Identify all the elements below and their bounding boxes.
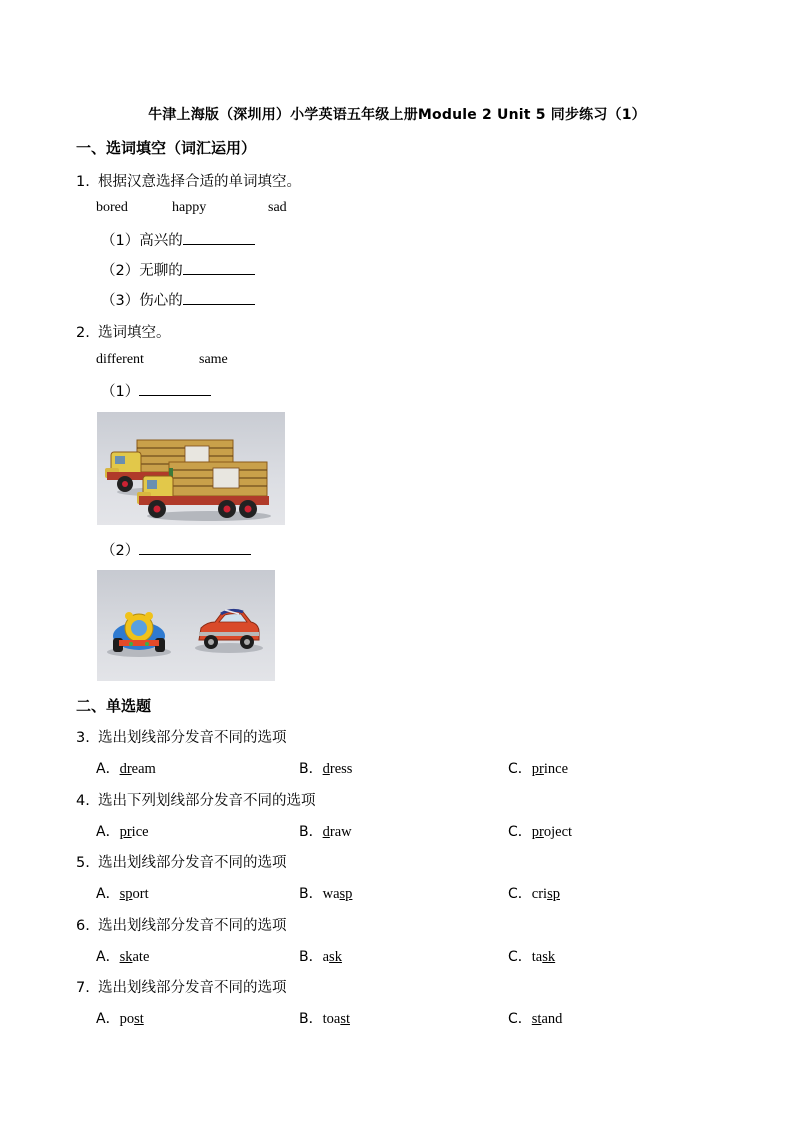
underlined-letters: pr — [119, 823, 132, 840]
option-letter: C． — [508, 886, 532, 902]
option-letter: B． — [299, 1011, 323, 1027]
question-number: 4. — [76, 792, 90, 809]
option-letter: B． — [299, 886, 323, 902]
question-1-item-1 — [101, 229, 255, 250]
question-6 — [76, 914, 287, 935]
answer-blank[interactable] — [139, 540, 251, 555]
option-c[interactable] — [508, 821, 572, 841]
option-a[interactable] — [96, 758, 156, 778]
option-letter: A． — [96, 1011, 120, 1027]
option-letter: B． — [299, 761, 323, 777]
option-b[interactable] — [299, 1008, 350, 1028]
option-word — [323, 886, 353, 902]
option-letter: C． — [508, 823, 532, 840]
option-a[interactable] — [96, 821, 149, 841]
options-row — [96, 946, 736, 966]
underlined-letters: sp — [547, 886, 560, 902]
option-word — [532, 761, 568, 777]
option-word — [120, 1011, 144, 1027]
options-row — [96, 758, 736, 778]
options-row — [96, 1008, 736, 1028]
section-heading-vocabulary: 一、选词填空（词汇运用） — [76, 139, 257, 157]
question-5 — [76, 851, 287, 872]
question-2-item-1 — [101, 380, 211, 401]
word-prefix: wa — [322, 886, 340, 902]
answer-blank[interactable] — [183, 290, 255, 305]
question-prompt: 选出划线部分发音不同的选项 — [98, 917, 287, 934]
option-letter: A． — [96, 823, 120, 840]
item-label: （1）高兴的 — [101, 233, 183, 249]
word-bank-item: same — [199, 352, 228, 367]
word-prefix: cri — [531, 886, 548, 902]
option-word — [323, 824, 352, 840]
option-word — [532, 949, 555, 965]
option-letter: B． — [299, 823, 323, 840]
option-a[interactable] — [96, 883, 149, 903]
option-letter: C． — [508, 948, 532, 965]
question-number: 2. — [76, 325, 90, 341]
option-c[interactable] — [508, 883, 560, 903]
underlined-letters: sp — [339, 886, 353, 902]
options-row — [96, 883, 736, 903]
question-number: 7. — [76, 980, 90, 996]
option-b[interactable] — [299, 821, 352, 841]
word-suffix: raw — [329, 823, 352, 840]
word-prefix: a — [322, 948, 330, 965]
option-word — [323, 1011, 350, 1027]
word-prefix: toa — [322, 1011, 341, 1027]
question-prompt: 选出划线部分发音不同的选项 — [98, 855, 287, 871]
underlined-letters: st — [134, 1011, 144, 1027]
underlined-letters: pr — [531, 823, 544, 840]
question-number: 1. — [76, 174, 90, 190]
option-a[interactable] — [96, 1008, 144, 1028]
word-suffix: ress — [329, 761, 353, 777]
word-suffix: eam — [131, 761, 156, 777]
question-1-item-2 — [101, 259, 255, 280]
option-word — [120, 949, 150, 965]
question-prompt: 选出下列划线部分发音不同的选项 — [98, 792, 316, 809]
option-letter: A． — [96, 886, 120, 902]
underlined-letters: sk — [119, 948, 133, 965]
option-word — [120, 824, 149, 840]
option-c[interactable] — [508, 1008, 562, 1028]
word-bank-item: happy — [172, 200, 207, 215]
option-letter: C． — [508, 1011, 532, 1027]
option-letter: A． — [96, 761, 120, 777]
option-a[interactable] — [96, 946, 149, 966]
question-number: 3. — [76, 730, 90, 746]
question-prompt: 选出划线部分发音不同的选项 — [98, 980, 287, 996]
question-prompt: 选出划线部分发音不同的选项 — [98, 730, 287, 746]
toy-red-car — [195, 610, 263, 653]
word-bank-item: sad — [268, 200, 287, 215]
underlined-letters: dr — [119, 761, 132, 777]
option-b[interactable] — [299, 946, 342, 966]
word-suffix: oject — [543, 823, 573, 840]
underlined-letters: sp — [119, 886, 133, 902]
item-label: （2）无聊的 — [101, 263, 183, 279]
question-prompt: 选词填空。 — [98, 325, 171, 341]
option-word — [532, 1011, 563, 1027]
word-prefix: po — [119, 1011, 135, 1027]
item-label: （3）伤心的 — [101, 293, 183, 309]
word-suffix: ort — [132, 886, 149, 902]
option-letter: B． — [299, 948, 323, 965]
word-bank-item: different — [96, 352, 144, 367]
toy-trucks-image — [97, 412, 285, 525]
answer-blank[interactable] — [139, 381, 211, 396]
underlined-letters: d — [322, 761, 330, 777]
question-number: 6. — [76, 917, 90, 934]
option-word — [120, 761, 156, 777]
word-suffix: ate — [132, 948, 150, 965]
answer-blank[interactable] — [183, 260, 255, 275]
section-heading-multiple-choice: 二、单选题 — [76, 697, 152, 715]
word-bank-item: bored — [96, 200, 128, 215]
option-word — [120, 886, 149, 902]
option-word — [323, 949, 342, 965]
word-suffix: and — [541, 1011, 563, 1027]
word-suffix: ince — [543, 761, 569, 777]
option-letter: A． — [96, 948, 120, 965]
option-word — [532, 824, 572, 840]
underlined-letters: d — [322, 823, 330, 840]
question-3 — [76, 726, 287, 747]
underlined-letters: st — [531, 1011, 542, 1027]
underlined-letters: st — [340, 1011, 350, 1027]
option-letter: C． — [508, 761, 532, 777]
page-title: 牛津上海版（深圳用）小学英语五年级上册Module 2 Unit 5 同步练习（1） — [148, 107, 646, 123]
question-1 — [76, 170, 301, 191]
question-2 — [76, 321, 171, 342]
item-label: （1） — [101, 384, 140, 400]
question-4 — [76, 789, 316, 810]
option-c[interactable] — [508, 758, 568, 778]
photo-two-toy-trucks — [97, 412, 285, 525]
option-word — [532, 886, 560, 902]
question-number: 5. — [76, 855, 90, 871]
question-1-item-3 — [101, 289, 255, 310]
underlined-letters: sk — [329, 948, 342, 965]
photo-two-different-toy-cars — [97, 570, 275, 681]
option-b[interactable] — [299, 758, 352, 778]
question-prompt: 根据汉意选择合适的单词填空。 — [98, 174, 301, 190]
answer-blank[interactable] — [183, 230, 255, 245]
word-prefix: ta — [531, 948, 543, 965]
option-c[interactable] — [508, 946, 555, 966]
word-suffix: ice — [131, 823, 149, 840]
options-row — [96, 821, 736, 841]
underlined-letters: sk — [542, 948, 556, 965]
option-b[interactable] — [299, 883, 352, 903]
toy-cartoon-car — [107, 612, 171, 657]
item-label: （2） — [101, 543, 140, 559]
question-7 — [76, 976, 287, 997]
toy-cars-image — [97, 570, 275, 681]
question-2-item-2 — [101, 539, 251, 560]
underlined-letters: pr — [531, 761, 544, 777]
option-word — [323, 761, 353, 777]
